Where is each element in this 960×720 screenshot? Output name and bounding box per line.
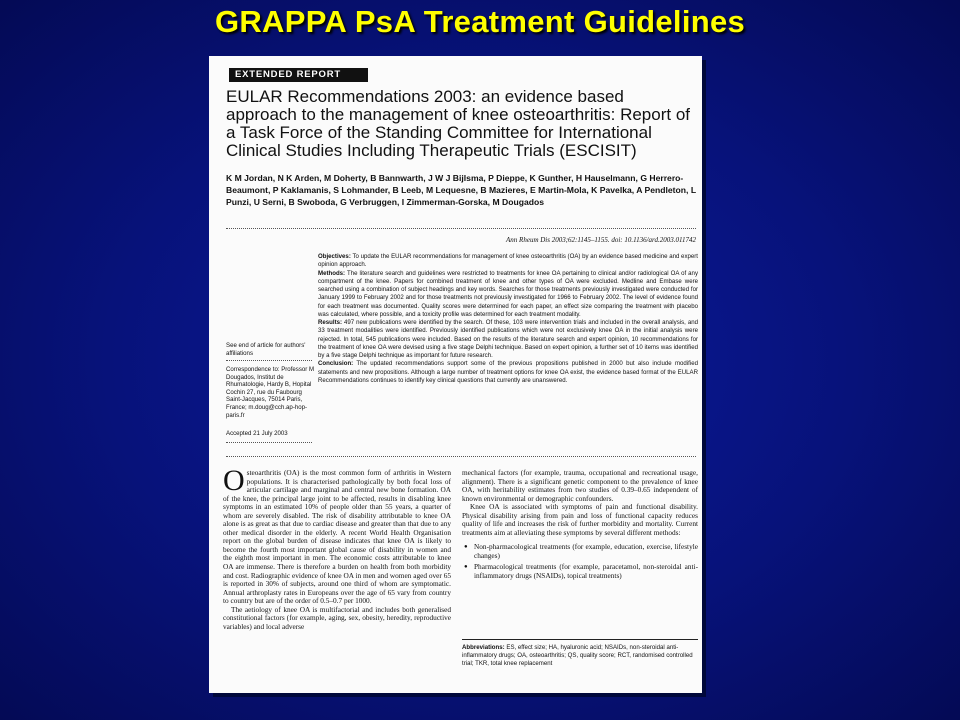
- divider: [226, 228, 696, 229]
- abstract-conclusion-label: Conclusion:: [318, 360, 354, 368]
- divider: [226, 360, 312, 361]
- body-paragraph: The aetiology of knee OA is multifactorial and includes both generalised constitutional factors (for example, aging, sex, obesity, heredity, reproductive variables) and local adverse: [223, 604, 451, 631]
- citation: Ann Rheum Dis 2003;62:1145–1155. doi: 10.1136/ard.2003.011742: [506, 236, 696, 244]
- body-paragraph: mechanical factors (for example, trauma, occupational and recreational usage, alignment). There is a significant genetic component to the prevalence of knee OA, with heritability estimates from two studies of 0.39–0.65 independent of known environmental or demographic confounders.: [462, 468, 698, 503]
- list-item: ● Non-pharmacological treatments (for example, education, exercise, lifestyle changes): [462, 543, 698, 560]
- abstract-objectives: To update the EULAR recommendations for management of knee osteoarthritis (OA) by an evidence based medicine and expert opinion approach.: [318, 253, 698, 269]
- abbreviations-label: Abbreviations:: [462, 644, 505, 651]
- slide-title: GRAPPA PsA Treatment Guidelines: [214, 4, 746, 39]
- abstract-conclusion: The updated recommendations support some of the previous propositions published in 2000 but also include modified statements and new propositions. Although a large number of treatment options for knee OA exist, the evidence based format of the EULAR Recommendations continues to identify key clinical questions that currently are unanswered.: [318, 360, 698, 384]
- abstract-results: 497 new publications were identified by the search. Of these, 103 were intervention trials and included in the overall analysis, and 33 treatment modalities were identified. Previously identified publications which were not exclusively knee OA in the initial analysis were rejected. In total, 545 publications were included. Based on the results of the literature search and expert opinion, 10 recommendations for the treatment of knee OA were devised using a five stage Delphi technique. Based on expert opinion, a further set of 10 items was identified by a five stage Delphi technique as important for future research.: [318, 319, 698, 359]
- abstract-methods-label: Methods:: [318, 269, 346, 277]
- abstract-objectives-label: Objectives:: [318, 253, 351, 260]
- correspondence: Correspondence to: Professor M Dougados, Institut de Rhumatologie, Hardy B, Hopital Cochin 27, rue du Faubourg Saint-Jacques, 75014 Paris, France; m.doug@cch.ap-hop-paris.fr: [226, 366, 315, 419]
- divider: [226, 456, 696, 457]
- body-column-left: [223, 464, 451, 631]
- body-column-right: [462, 469, 698, 584]
- abstract-methods: The literature search and guidelines were restricted to treatments for knee OA pertaining to clinical and/or radiological OA of any compartment of the knee. Papers for combined treatment of knee and other types of OA were excluded. Medline and Embase were searched using a combination of subject headings and key words. Searches for those treatments previously investigated were conducted for January 1999 to February 2002 and for those treatments not previously investigated for 1966 to February 2002. The level of evidence found for each treatment was documented. Quality scores were determined for each paper, an effect size comparing the treatment with placebo was calculated, where possible, and a toxicity profile was determined for each treatment modality.: [318, 269, 698, 318]
- treatment-list: [462, 543, 698, 580]
- list-item: ● Pharmacological treatments (for example, paracetamol, non-steroidal anti-inflammatory drugs (NSAIDs), topical treatments): [462, 563, 698, 580]
- body-paragraph: Knee OA is associated with symptoms of pain and functional disability. Physical disability arising from pain and loss of functional capacity reduces quality of life and increases the risk of further morbidity and mortality. Current treatments aim at alleviating these symptoms by several different methods:: [462, 502, 698, 537]
- divider: [226, 442, 312, 443]
- article-title: EULAR Recommendations 2003: an evidence based approach to the management of knee osteoarthritis: Report of a Task Force of the Standing Committee for International Clinical Studies Including Therapeutic Trials (ESCISIT): [226, 87, 690, 160]
- author-list: K M Jordan, N K Arden, M Doherty, B Bannwarth, J W J Bijlsma, P Dieppe, K Gunther, H Hauselmann, G Herrero-Beaumont, P Kaklamanis, S Lohmander, B Leeb, M Lequesne, B Mazieres, E Martin-Mola, K Pavelka, A Pendleton, L Punzi, U Serni, B Swoboda, G Verbruggen, I Zimmerman-Gorska, M Dougados: [226, 173, 696, 208]
- accepted-date: Accepted 21 July 2003: [226, 430, 288, 437]
- drop-cap: O: [223, 464, 245, 497]
- abstract: [318, 253, 698, 385]
- report-type-badge: EXTENDED REPORT: [229, 68, 368, 82]
- abbreviations-text: ES, effect size; HA, hyaluronic acid; NSAIDs, non-steroidal anti-inflammatory drugs; OA, osteoarthritis; QS, quality score; RCT, randomised controlled trial; TKR, total knee replacement: [462, 644, 693, 667]
- article-page: [209, 56, 702, 693]
- affiliations-note: See end of article for authors' affiliations: [226, 342, 306, 357]
- divider: [462, 639, 698, 640]
- abbreviations: [462, 644, 698, 668]
- body-paragraph: steoarthritis (OA) is the most common form of arthritis in Western populations. It is characterised pathologically by both focal loss of articular cartilage and marginal and central new bone formation. OA of the knee, the principal large joint to be affected, results in disabling knee symptoms in an estimated 10% of people older than 55 years, a quarter of whom are severely disabled. The risk of disability attributable to knee OA alone is as great as that due to cardiac disease and greater than that due to any other medical disorder in the elderly. A recent World Health Organisation report on the global burden of disease indicates that knee OA is likely to become the fourth most important global cause of disability in women and the eighth most important in men. The economic costs attributable to knee OA are immense. There is therefore a burden on health from both morbidity and cost. Radiographic evidence of knee OA in men and women aged over 65 is reported in 30% of subjects, around one third of whom are symptomatic. Annual arthroplasty rates in Europeans over the age of 65 vary from country to country but are of the order of 0.5–0.7 per 1000.: [223, 468, 451, 606]
- abstract-results-label: Results:: [318, 319, 343, 326]
